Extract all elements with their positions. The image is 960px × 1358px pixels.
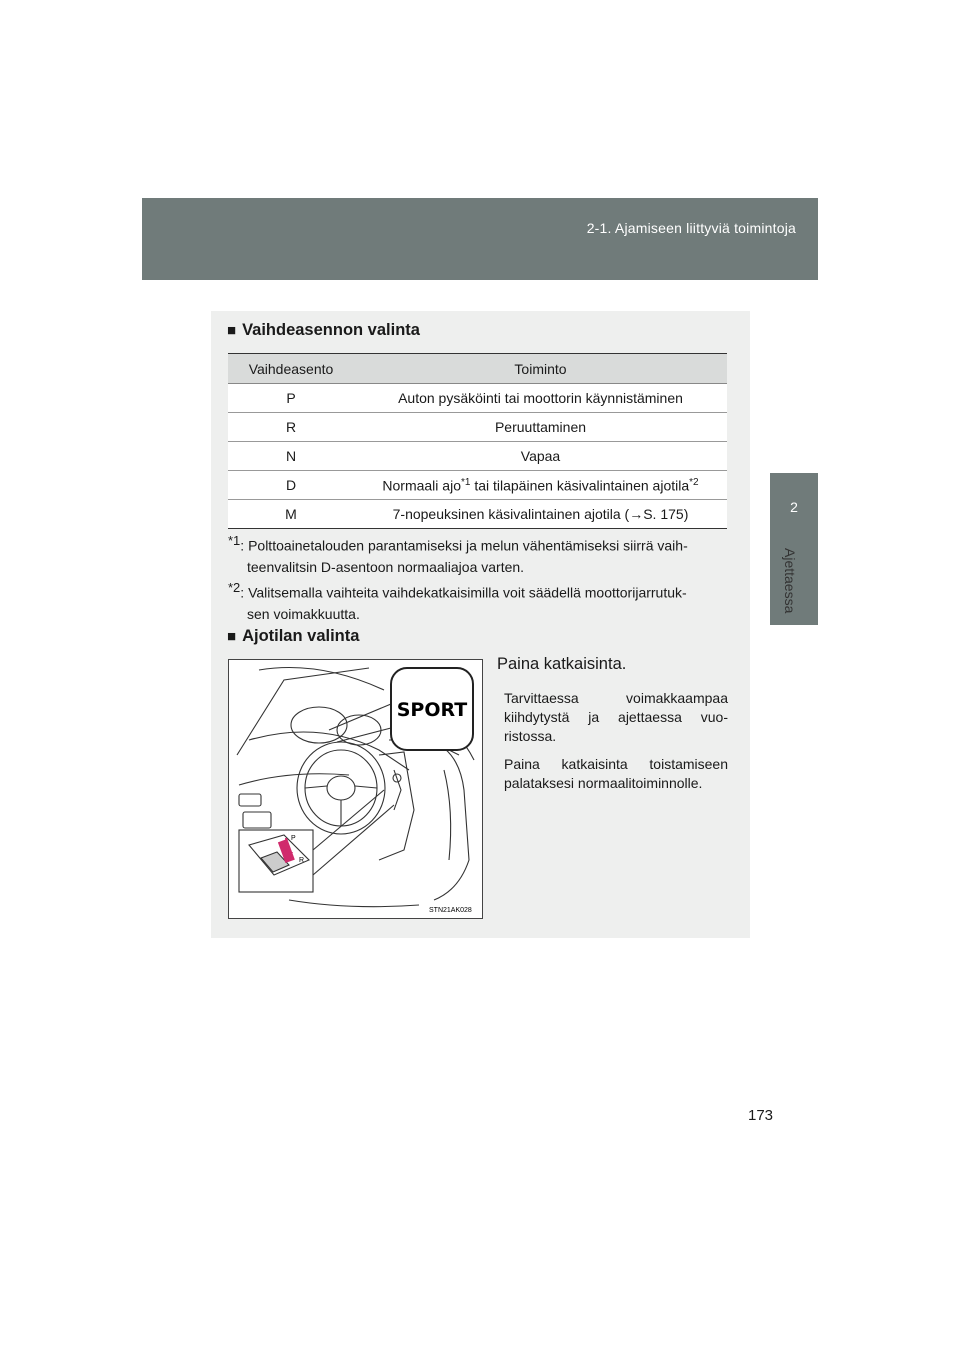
gear-position: N — [228, 442, 354, 471]
gear-position: R — [228, 413, 354, 442]
header-band — [142, 198, 818, 280]
sport-button-label: SPORT — [396, 699, 468, 721]
footnote-mark: *1 — [228, 533, 241, 548]
instruction-lead: Paina katkaisinta. — [497, 655, 627, 673]
function-text: tai tilapäinen käsivalintainen ajotila — [470, 477, 690, 494]
footnote-text: sen voimakkuutta. — [247, 605, 360, 622]
footnote-mark: *1 — [460, 476, 471, 488]
section-title: Vaihdeasennon valinta — [242, 321, 420, 339]
table-row — [228, 384, 727, 413]
footnote-text: : Valitsemalla vaihteita vaihdekatkaisimilla voit säädellä moottorijarrutuk- — [240, 584, 687, 601]
page-number: 173 — [748, 1107, 774, 1124]
gear-function: Auton pysäköinti tai moottorin käynnistäminen — [354, 384, 727, 413]
gear-function: 7-nopeuksinen käsivalintainen ajotila (→S. 175) — [392, 506, 689, 522]
chapter-label: Ajettaessa — [782, 548, 798, 614]
gear-position: P — [228, 384, 354, 413]
bullet-square-icon: ■ — [227, 322, 237, 339]
section-title: Ajotilan valinta — [242, 627, 360, 645]
table-header-row — [228, 354, 727, 384]
footnote-1 — [228, 530, 728, 578]
illustration-code: STN21AK028 — [429, 907, 472, 914]
small-r-label: R — [299, 857, 305, 864]
sport-switch-illustration — [228, 659, 483, 919]
gear-table — [228, 353, 727, 529]
column-header: Vaihdeasento — [228, 354, 354, 384]
instruction-paragraph: Paina katkaisinta toistamiseen palataksesi normaalitoiminnolle. — [504, 756, 728, 791]
bullet-square-icon: ■ — [227, 628, 237, 645]
footnote-2 — [228, 577, 728, 625]
footnote-mark: *2 — [228, 580, 241, 595]
gear-function: Vapaa — [354, 442, 727, 471]
function-text: Normaali ajo — [382, 477, 461, 494]
gear-function: Peruuttaminen — [354, 413, 727, 442]
footnote-text: teenvalitsin D-asentoon normaaliajoa varten. — [247, 558, 525, 575]
gear-position: M — [285, 506, 297, 522]
instruction-paragraph: Tarvittaessa voimakkaampaa kiihdytystä ja ajettaessa vuoristossa. — [504, 690, 728, 744]
section-heading-mode — [227, 627, 359, 646]
small-p-label: P — [291, 835, 296, 842]
column-header: Toiminto — [354, 354, 727, 384]
section-heading-gear — [227, 321, 420, 340]
table-row — [228, 500, 727, 529]
gear-function — [354, 471, 727, 500]
section-header: 2-1. Ajamiseen liittyviä toimintoja — [586, 220, 796, 236]
footnote-text: : Polttoainetalouden parantamiseksi ja melun vähentämiseksi siirrä vaih- — [240, 537, 688, 554]
footnote-mark: *2 — [689, 476, 699, 488]
table-row — [228, 442, 727, 471]
dashboard-drawing — [229, 660, 482, 918]
chapter-number: 2 — [790, 499, 798, 515]
table-row — [228, 413, 727, 442]
table-row — [228, 471, 727, 500]
gear-position: D — [228, 471, 354, 500]
